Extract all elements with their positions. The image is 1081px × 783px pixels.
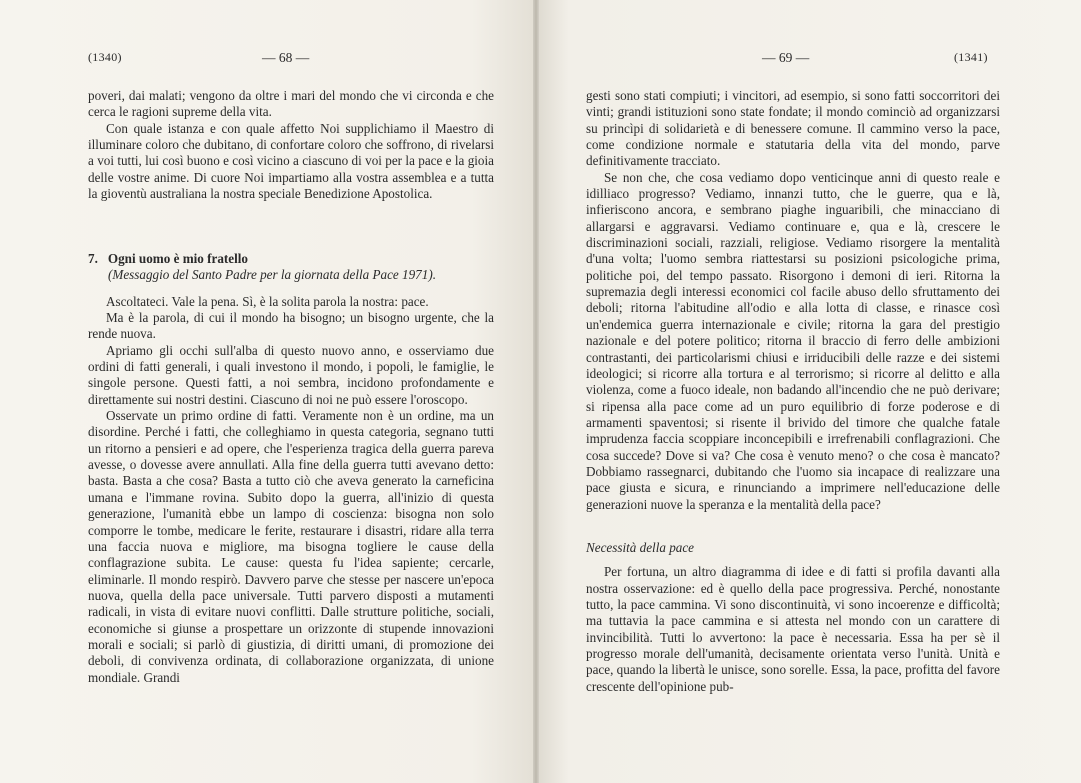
paragraph: gesti sono stati compiuti; i vincitori, ad esempio, si sono fatti soccorritori dei vinti; grandi istituzioni sono state fondate; il mondo cominciò ad organizzarsi su princìpi di solidarietà e di benessere comune. Il cammino verso la pace, come condizione normale e statutaria della vita del mondo, parve definitivamente tracciato. (586, 88, 1000, 169)
paragraph: poveri, dai malati; vengono da oltre i mari del mondo che vi circonda e che cerca le ragioni supreme della vita. (88, 88, 494, 120)
right-text-block-2 (586, 540, 1000, 695)
subheading: Necessità della pace (586, 540, 695, 555)
right-text-block-1 (586, 88, 1000, 513)
left-text-block-2 (88, 251, 494, 686)
running-head-right: (1341) (954, 50, 988, 64)
page-number-left: — 68 — (262, 50, 310, 65)
section-subtitle: (Messaggio del Santo Padre per la giornata della Pace 1971). (108, 267, 436, 283)
paragraph: Ascoltateci. Vale la pena. Sì, è la solita parola la nostra: pace. (106, 293, 429, 309)
left-text-block-1 (88, 88, 494, 202)
left-page (0, 0, 536, 783)
page-number-right: — 69 — (762, 50, 810, 65)
paragraph: Ma è la parola, di cui il mondo ha bisogno; un bisogno urgente, che la rende nuova. (88, 310, 494, 342)
section-title: Ogni uomo è mio fratello (107, 251, 249, 266)
book-gutter (533, 0, 539, 783)
paragraph: Con quale istanza e con quale affetto Noi supplichiamo il Maestro di illuminare coloro che dubitano, di confortare coloro che soffrono, di rivelarsi a voi tutti, lui così buono e così vicino a ciascuno di voi per la pace e la gioia delle vostre anime. Di cuore Noi impartiamo alla vostra assemblea e a tutta la gioventù australiana la nostra speciale Benedizione Apostolica. (88, 120, 494, 202)
paragraph: Osservate un primo ordine di fatti. Veramente non è un ordine, ma un disordine. Perché i fatti, che colleghiamo in questa categoria, segnano tutti un ritorno a pensieri e ad opere, che l'esperienza tragica della guerra pareva avesse, o dovesse avere annullati. Alla fine della guerra tutti avevano detto: basta. Basta a che cosa? Basta a tutto ciò che aveva generato la carneficina umana e l'immane rovina. Subito dopo la guerra, all'inizio di questa generazione, l'umanità ebbe un lampo di coscienza: bisogna non solo comporre le tombe, medicare le ferite, restaurare i disastri, ridare alla terra una faccia nuova e migliore, ma bisogna togliere le cause della conflagrazione subita. Le cause: questa fu l'idea sapiente; cercarle, eliminarle. Il mondo respirò. Davvero parve che stesse per nascere un'epoca nuova, quella della pace universale. Tutti parvero disposti a mutamenti radicali, in vista di evitare nuovi conflitti. Dalle strutture politiche, sociali, economiche si giunse a prospettare un orizzonte di stupende innovazioni morali e sociali; si parlò di giustizia, di diritti umani, di promozione dei deboli, di convivenza ordinata, di collaborazione organizzata, di unione mondiale. Grandi (88, 408, 494, 685)
paragraph: Apriamo gli occhi sull'alba di questo nuovo anno, e osserviamo due ordini di fatti generali, i quali investono il mondo, i popoli, le famiglie, le singole persone. Questi fatti, a noi sembra, incidono profondamente e direttamente sui nostri destini. Ciascuno di noi ne può essere l'oroscopo. (88, 342, 494, 407)
section-heading (88, 251, 494, 267)
running-head-left: (1340) (88, 50, 122, 64)
section-number: 7. (88, 251, 98, 266)
paragraph: Se non che, che cosa vediamo dopo venticinque anni di questo reale e idilliaco progresso? Vediamo, innanzi tutto, che le guerre, qua e là, infieriscono ancora, e sembrano piaghe inguaribili, che minacciano di allargarsi e aggravarsi. Vediamo continuare e, qua e là, crescere le discriminazioni sociali, razziali, religiose. Vediamo risorgere la mentalità d'una volta; l'uomo sembra riattestarsi su posizioni psicologiche prima, politiche poi, del tempo passato. Risorgono i demoni di ieri. Ritorna la supremazia degli interessi economici col facile abuso dello sfruttamento dei deboli; ritorna l'abitudine all'odio e alla lotta di classe, e rinasce così un'endemica guerra internazionale e civile; ritorna la gara del prestigio nazionale e del potere politico; ritorna il braccio di ferro delle ambizioni contrastanti, dei particolarismi chiusi e irriducibili delle razze e dei sistemi ideologici; si ricorre alla tortura e al terrorismo; si ricorre al delitto e alla violenza, come a fuoco ideale, non badando all'incendio che ne può derivare; si ripensa alla pace come ad un puro equilibrio di forze poderose e di armamenti spaventosi; si risente il brivido del timore che qualche fatale imprudenza faccia scoppiare inconcepibili e irrefrenabili conflagrazioni. Che cosa succede? Dove si va? Che cosa è venuto meno? o che cosa è mancato? Dobbiamo rassegnarci, dubitando che l'uomo sia incapace di realizzare una pace giusta e sicura, e rinunciando a imprimere nell'educazione delle generazioni nuove la speranza e la mentalità della pace? (586, 169, 1000, 512)
paragraph: Per fortuna, un altro diagramma di idee e di fatti si profila davanti alla nostra osservazione: ed è quello della pace progressiva. Perché, nonostante tutto, la pace cammina. Vi sono discontinuità, vi sono incoerenze e difficoltà; ma tuttavia la pace cammina e si attesta nel mondo con un carattere di invincibilità. Tutti lo avvertono: la pace è necessaria. Essa ha per sè il progresso morale dell'umanità, decisamente orientata verso l'unità. Unità e pace, quando la libertà le unisce, sono sorelle. Essa, la pace, profitta del favore crescente dell'opinione pub- (586, 564, 1000, 694)
